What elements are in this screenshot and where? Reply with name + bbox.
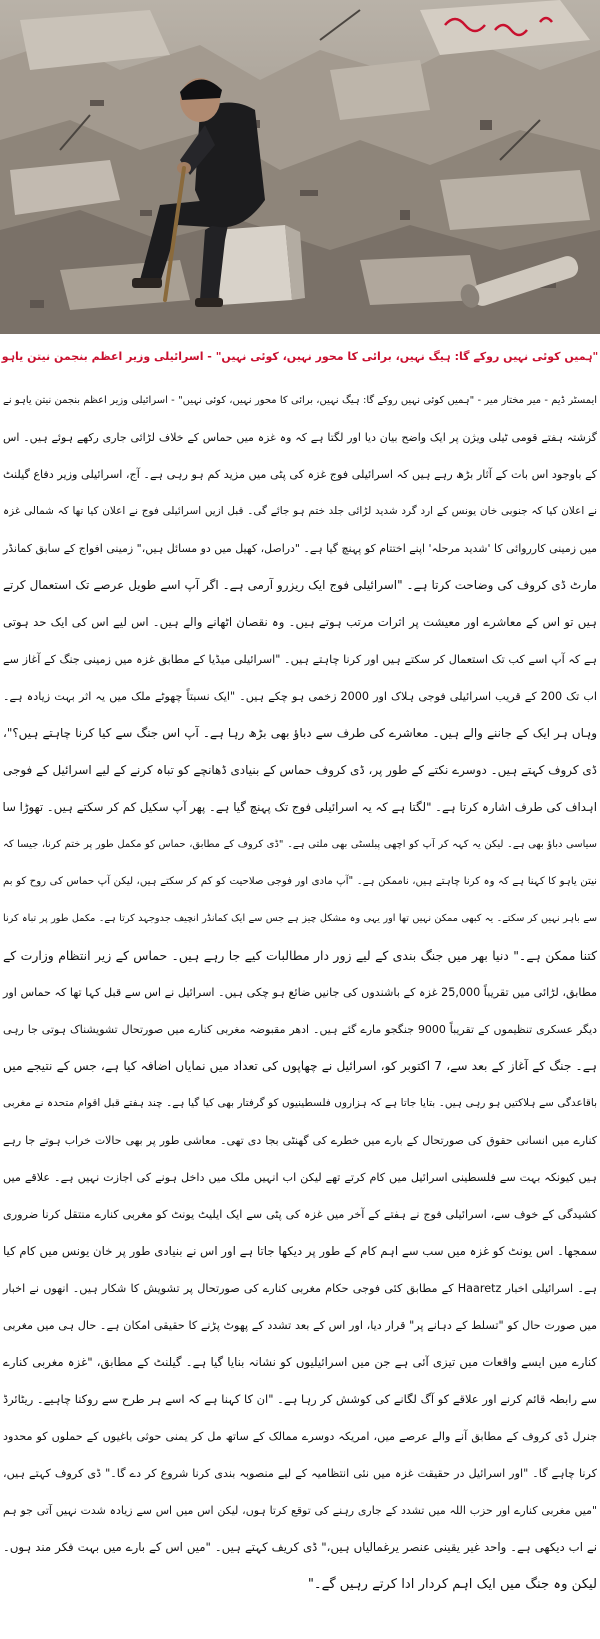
article-line: کنارے میں ایسے واقعات میں تیزی آئی ہے جن میں اسرائیلیوں کو نشانہ بنایا گیا ہے۔ گیلنٹ کے مطابق، "غزہ مغربی کنارے [3,1355,597,1369]
article-headline: "ہمیں کوئی نہیں روکے گا: ہیگ نہیں، برائی کا محور نہیں، کوئی نہیں" - اسرائیلی وزیر اعظم بنجمن نیتن یاہو [1,350,599,363]
article-line: اہداف کی طرف اشارہ کرتا ہے۔ "لگتا ہے کہ یہ اسرائیلی فوج تک پہنچ گیا ہے۔ پھر آپ سکیل کم کر سکتے ہیں۔ تھوڑا سا [2,800,597,814]
article-line: مطابق، لڑائی میں تقریباً 25,000 غزہ کے باشندوں کی جانیں ضائع ہو چکی ہیں۔ اسرائیل نے اس سے قبل کہا تھا کہ حماس اور [3,986,597,999]
article-line: نیتن یاہو کا کہنا ہے کہ وہ کرنا چاہتے ہیں، ناممکن ہے۔ "آپ مادی اور فوجی صلاحیت کو کم کر سکتے ہیں، لیکن آپ حماس کی روح کو بم [3,876,597,887]
article-photo [0,0,600,334]
article-line: سمجھا۔ اس یونٹ کو غزہ میں سب سے اہم کام کے طور پر دیکھا جاتا ہے اور اس نے بنیادی طور پر خان یونس میں کام کیا [3,1244,597,1258]
article-line: دیگر عسکری تنظیموں کے تقریباً 9000 جنگجو مارے گئے ہیں۔ ادھر مقبوضہ مغربی کنارے میں صورتحال تشویشناک ہوتی جا رہی [3,1023,597,1036]
article-line: لیکن وہ جنگ میں ایک اہم کردار ادا کرتے رہیں گے۔" [307,1577,597,1592]
rubble-scene-illustration [0,0,600,334]
article-line: کشیدگی کے خوف سے، اسرائیلی فوج نے ہفتے کے آخر میں غزہ کی پٹی سے ایک ایلیٹ یونٹ کو مغربی کنارے منتقل کرنا ضروری [3,1208,597,1221]
article-line: جنرل ڈی کروف کے مطابق آنے والے عرصے میں، امریکہ دوسرے ممالک کے ساتھ مل کر یمنی حوثی باغیوں کے حملوں کو محدود [3,1430,597,1443]
article-line: ہے۔ اسرائیلی اخبار Haaretz کے مطابق کئی فوجی حکام مغربی کنارے کی صورتحال پر تشویش کا شکار ہیں۔ انھوں نے اخبار [3,1282,597,1295]
article-line: میں صورت حال کو "تسلط کے دہانے پر" قرار دیا، اور اس کے بعد تشدد کے پھوٹ پڑنے کا حقیقی امکان ہے۔ حال ہی میں مغربی [3,1319,597,1332]
article-line: باقاعدگی سے ہلاکتیں ہو رہی ہیں۔ بتایا جاتا ہے کہ ہزاروں فلسطینیوں کو گرفتار بھی کیا گیا ہے۔ چند ہفتے قبل اقوام متحدہ نے مغربی [3,1097,597,1109]
article-line: ہیں تو اس کے معاشرے اور معیشت پر اثرات مرتب ہوتے ہیں۔ وہ نقصان اٹھانے والے ہیں۔ اس لیے اس کی ایک حد ہوتی [3,615,597,629]
article-line: "میں مغربی کنارے اور حزب اللہ میں تشدد کے جاری رہنے کی توقع کرتا ہوں، لیکن اس میں اس سے زیادہ شدت نہیں آتی جو ہم [3,1504,597,1517]
article-line: کرنا چاہے گا۔ "اور اسرائیل در حقیقت غزہ میں نئی انتظامیہ کے لیے منصوبہ بندی کرنا شروع کر دے گا۔" ڈی کروف کہتے ہیں، [3,1467,597,1480]
article-line: اب تک 200 کے قریب اسرائیلی فوجی ہلاک اور 2000 زخمی ہو چکے ہیں۔ "ایک نسبتاً چھوٹے ملک میں یہ اثر بہت زیادہ ہے۔ [3,690,597,703]
article-line: ڈی کروف کہتے ہیں۔ دوسرے نکتے کے طور پر، ڈی کروف حماس کے بنیادی ڈھانچے کو تباہ کرنے کے لیے اسرائیل کے فوجی [3,763,597,777]
article-line: ہے کہ آپ اسے کب تک استعمال کر سکتے ہیں اور کرنا چاہتے ہیں۔ "اسرائیلی میڈیا کے مطابق غزہ میں زمینی جنگ کے آغاز سے [3,653,597,666]
article-line: سیاسی دباؤ بھی ہے۔ لیکن یہ کہہ کر آپ کو اچھی پبلسٹی بھی ملتی ہے۔ "ڈی کروف کے مطابق، حماس کو مکمل طور پر ختم کرنا، جیسا کہ [3,839,597,850]
article-line: ہے۔ جنگ کے آغاز کے بعد سے، 7 اکتوبر کو، اسرائیل نے چھاپوں کی تعداد میں نمایاں اضافہ کیا ہے، جس کے نتیجے میں [3,1059,597,1073]
article-body [0,382,600,1637]
article-line: میں زمینی کارروائی کا 'شدید مرحلہ' اپنے اختتام کو پہنچ گیا ہے۔ "دراصل، کھیل میں دو مسائل ہیں،" زمینی افواج کے سابق کمانڈر [3,542,597,555]
article-line: نے اعلان کیا کہ جنوبی خان یونس کے ارد گرد شدید لڑائی جلد ختم ہو جائے گی۔ قبل ازیں اسرائیلی فوج نے اعلان کیا تھا کہ شمالی غزہ [3,505,597,517]
article-line: مارٹ ڈی کروف کی وضاحت کرتا ہے۔ "اسرائیلی فوج ایک ریزرو آرمی ہے۔ اگر آپ اسے طویل عرصے تک استعمال کرتے [3,578,597,592]
article-line: کتنا ممکن ہے۔" دنیا بھر میں جنگ بندی کے لیے زور دار مطالبات کیے جا رہے ہیں۔ حماس کے زیر انتظام وزارت کے [3,948,597,963]
article-line: کنارے میں انسانی حقوق کی صورتحال کے بارے میں خطرے کی گھنٹی بجا دی تھی۔ معاشی طور پر بھی حالات خراب ہوتے جا رہے [3,1134,597,1147]
article-line: ایمسٹر ڈیم - میر مختار میر - "ہمیں کوئی نہیں روکے گا: ہیگ نہیں، برائی کا محور نہیں، کوئی نہیں" - اسرائیلی وزیر اعظم بنجمن نیتن یاہو نے [3,395,597,406]
article-line: کے باوجود اس بات کے آثار بڑھ رہے ہیں کہ اسرائیلی فوج غزہ کی پٹی میں مزید کم ہو رہی ہے۔ آج، اسرائیلی وزیر دفاع گیلنٹ [3,468,597,481]
article-line: سے رابطہ قائم کرنے اور علاقے کو آگ لگانے کی کوشش کر رہا ہے۔ "ان کا کہنا ہے کہ اسے ہر طرح سے روکنا چاہیے۔ ریٹائرڈ [3,1392,597,1406]
article-line: نے اب دیکھی ہے۔ واحد غیر یقینی عنصر یرغمالیاں ہیں،" ڈی کریف کہتے ہیں۔ "میں اس کے بارے میں بہت فکر مند ہوں۔ [3,1540,597,1554]
article-line: ہیں کیونکہ بہت سے فلسطینی اسرائیل میں کام کرتے تھے لیکن اب انہیں ملک میں داخل ہونے کی اجازت نہیں ہے۔ علاقے میں [3,1171,597,1184]
concrete-block [215,225,305,305]
article-line: گزشتہ ہفتے قومی ٹیلی ویژن پر ایک واضح بیان دیا اور لگتا ہے کہ وہ غزہ میں حماس کے خلاف لڑائی جاری رکھے ہوئے ہیں۔ اس [3,431,597,444]
article-line: وہاں ہر ایک کے جاننے والے ہیں۔ معاشرے کی طرف سے دباؤ بھی بڑھ رہا ہے۔ آپ اس جنگ سے کیا کرنا چاہتے ہیں؟"، [3,726,597,740]
article-line: سے باہر نہیں کر سکتے۔ یہ کبھی ممکن نہیں تھا اور یہی وہ مشکل چیز ہے جس سے ایک کمانڈر انچیف جدوجہد کرتا ہے۔ مکمل طور پر تباہ کرنا [3,913,597,924]
